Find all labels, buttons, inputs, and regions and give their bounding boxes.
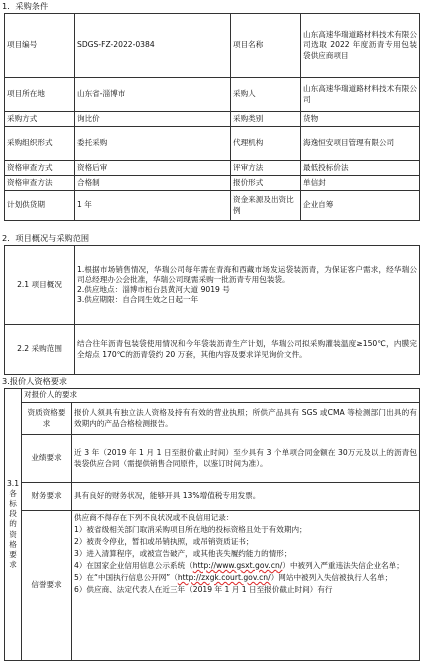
value-cell: 海逸恒安项目管理有限公司 [301,127,420,161]
value-cell: 合格制 [75,176,231,191]
value-cell: 企业自筹 [301,191,420,221]
value-cell: 山东高速华瑞道路材料技术有限公司 [301,78,420,112]
credit-content [72,511,420,661]
credit-line: 2）被责令停业，暂扣或吊销执照，或吊销资质证书； [74,536,254,546]
credit-text: ）中被列入严重违法失信企业名单； [282,560,404,570]
label-cell: 代理机构 [231,127,301,161]
purchase-conditions-table [4,13,420,221]
value-cell: 山东高速华瑞道路材料技术有限公司选取 2022 年度沥青专用包装袋供应商项目 [301,14,420,78]
req-text: 报价人须具有独立法人资格及持有有效的营业执照；所供产品具有 SGS 或CMA 等检测部门出具的有效期内的产品合格检测报告。 [72,403,420,435]
label-cell: 资金来源及出资比例 [231,191,301,221]
overview-line: 3.供应期限：自合同生效之日起一年 [77,295,199,305]
value-cell: 资格后审 [75,161,231,176]
credit-label: 信誉要求 [22,511,72,661]
credit-text: 5）在“中国执行信息公开网”（ [74,572,178,582]
req-header: 对报价人的要求 [22,389,420,403]
table-row [5,127,420,161]
credit-line: 6）供应商、法定代表人在近三年（2019 年 1 月 1 日至报价截止时间）有行 [74,584,333,594]
req-label: 业绩要求 [22,435,72,483]
value-cell: 询比价 [75,112,231,127]
value-cell: 1 年 [75,191,231,221]
req-text: 近 3 年（2019 年 1 月 1 日至报价截止时间）至少具有 3 个单项合同金额在 30万元及以上的沥青包装袋供应合同（需提供销售合同原件，以鉴订时间为准）。 [72,435,420,483]
credit-line: 1）被省级相关部门取消采购项目所在地的投标资格且处于有效期内； [74,524,307,534]
table-row [5,78,420,112]
table-row [5,403,420,435]
section-1-title: 1．采购条件 [2,1,49,11]
credit-line: 3）进入清算程序，或被宣告破产，或其他丧失履约能力的情形； [74,548,292,558]
section-2-title: 2．项目概况与采购范围 [2,233,90,243]
table-row [5,483,420,511]
zxgk-link[interactable]: http://zxgk.court.gov.cn/ [177,572,271,582]
gsxt-link[interactable]: http://www.gsxt.gov.cn/ [192,560,283,570]
credit-line: 供应商不得存在下列不良状况或不良信用记录： [74,513,234,522]
credit-line [74,572,417,584]
req-label: 财务要求 [22,483,72,511]
table-row [5,14,420,78]
label-cell: 采购方式 [5,112,75,127]
project-overview-table [4,245,420,375]
value-cell: 货物 [301,112,420,127]
label-cell: 项目编号 [5,14,75,78]
table-row [5,435,420,483]
value-cell: 委托采购 [75,127,231,161]
table-row [5,389,420,403]
qualification-table [4,388,420,661]
label-cell: 评审方法 [231,161,301,176]
table-row [5,161,420,176]
label-cell: 项目所在地 [5,78,75,112]
label-cell: 计划供货期 [5,191,75,221]
value-cell: 山东省-淄博市 [75,78,231,112]
label-cell: 采购类别 [231,112,301,127]
group-label: 3.1 各标段的资格要求 [5,389,22,661]
label-cell: 项目名称 [231,14,301,78]
overview-line: 2.供应地点：淄博市桓台县黄河大道 9019 号 [77,285,230,294]
credit-text: 4）在国家企业信用信息公示系统（ [74,560,193,570]
overview-content [75,246,420,325]
credit-line [74,560,417,572]
overview-label: 2.1 项目概况 [5,246,75,325]
table-row [5,191,420,221]
table-row [5,511,420,661]
scope-label: 2.2 采购范围 [5,325,75,375]
label-cell: 采购组织形式 [5,127,75,161]
table-row [5,325,420,375]
label-cell: 报价形式 [231,176,301,191]
overview-line: 1.根据市场销售情况，华瑞公司每年需在青海和西藏市场发运袋装沥青，为保证客户需求，经华瑞公司总经理办公会批准，华瑞公司现需采购一批沥青专用包装袋。 [77,264,417,284]
scope-content: 结合往年沥青包装袋使用情况和今年袋装沥青生产计划，华瑞公司拟采购灌装温度≥150℃，内膜完全熔点 170℃的沥青袋约 20 万套，其他内容及要求详见询价文件。 [75,325,420,375]
label-cell: 资格审查方法 [5,176,75,191]
table-row [5,246,420,325]
table-row [5,112,420,127]
value-cell: 单信封 [301,176,420,191]
label-cell: 采购人 [231,78,301,112]
req-label: 资质资格要求 [22,403,72,435]
label-cell: 资格审查方式 [5,161,75,176]
table-row [5,176,420,191]
value-cell: 最低投标价法 [301,161,420,176]
section-3-title: 3.报价人资格要求 [2,376,68,386]
value-cell: SDGS-FZ-2022-0384 [75,14,231,78]
credit-text: ）网站中被列入失信被执行人名单； [270,572,393,582]
req-text: 具有良好的财务状况，能够开具 13%增值税专用发票。 [72,483,420,511]
